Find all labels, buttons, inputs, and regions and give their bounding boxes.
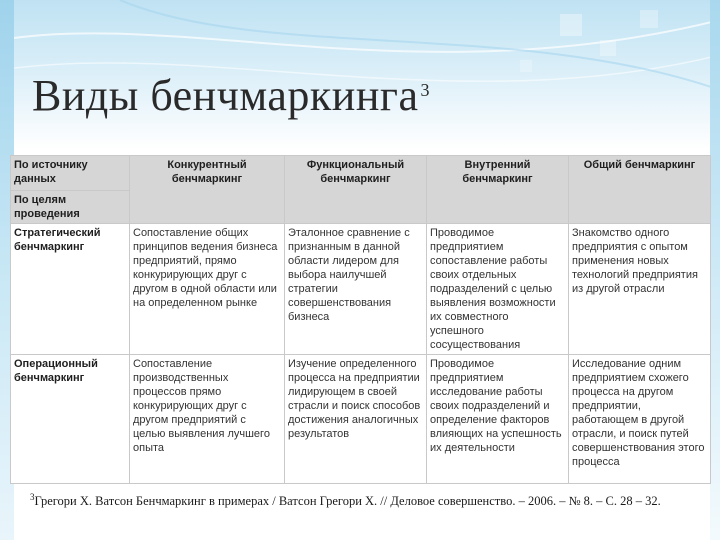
slide-title-text: Виды бенчмаркинга <box>32 71 419 120</box>
table-cell: Проводимое предприятием сопоставление работы своих отдельных подразделений с целью выявления возможности их совместного успешного сосуществования <box>427 224 569 355</box>
table-cell: Знакомство одного предприятия с опытом применения новых технологий предприятия из другой отрасли <box>569 224 711 355</box>
table-cell: Эталонное сравнение с признанным в данной области лидером для выбора наилучшей стратегии совершенствования бизнеса <box>285 224 427 355</box>
table-cell: Проводимое предприятием исследование работы своих подразделений и определение факторов влияющих на успешность их деятельности <box>427 355 569 484</box>
table-row-strategic <box>11 224 711 355</box>
benchmarking-types-table <box>10 155 711 484</box>
table-cell: Сопоставление производственных процессов прямо конкурирующих друг с другом предприятий с целью выявления лучшего опыта <box>130 355 285 484</box>
table-cell: Изучение определенного процесса на предприятии лидирующем в своей страсли и поиск способов достижения аналогичных результатов <box>285 355 427 484</box>
footnote-mark: 3 <box>30 492 35 502</box>
footnote-text: Грегори Х. Ватсон Бенчмаркинг в примерах / Ватсон Грегори Х. // Деловое совершенство. – 2006. – № 8. – С. 28 – 32. <box>34 494 661 509</box>
decorative-right-bar <box>710 0 720 540</box>
footnote <box>30 488 690 510</box>
slide-title <box>32 70 430 121</box>
table-cell: Сопоставление общих принципов ведения бизнеса предприятий, прямо конкурирующих друг с другом в одной области или на определенном рынке <box>130 224 285 355</box>
title-footnote-mark: 3 <box>420 80 430 100</box>
column-header-functional: Функциональный бенчмаркинг <box>285 156 427 224</box>
table-cell: Исследование одним предприятием схожего процесса на другом предприятии, работающем в другой отрасли, и поиск путей совершенствования этого процесса <box>569 355 711 484</box>
table-row-operational <box>11 355 711 484</box>
column-header-competitive: Конкурентный бенчмаркинг <box>130 156 285 224</box>
row-header-strategic: Стратегический бенчмаркинг <box>11 224 130 355</box>
column-header-internal: Внутренний бенчмаркинг <box>427 156 569 224</box>
corner-header-goal: По целям проведения <box>11 191 130 224</box>
table-header-row <box>11 156 711 191</box>
column-header-general: Общий бенчмаркинг <box>569 156 711 224</box>
row-header-operational: Операционный бенчмаркинг <box>11 355 130 484</box>
corner-header-source: По источнику данных <box>11 156 130 191</box>
